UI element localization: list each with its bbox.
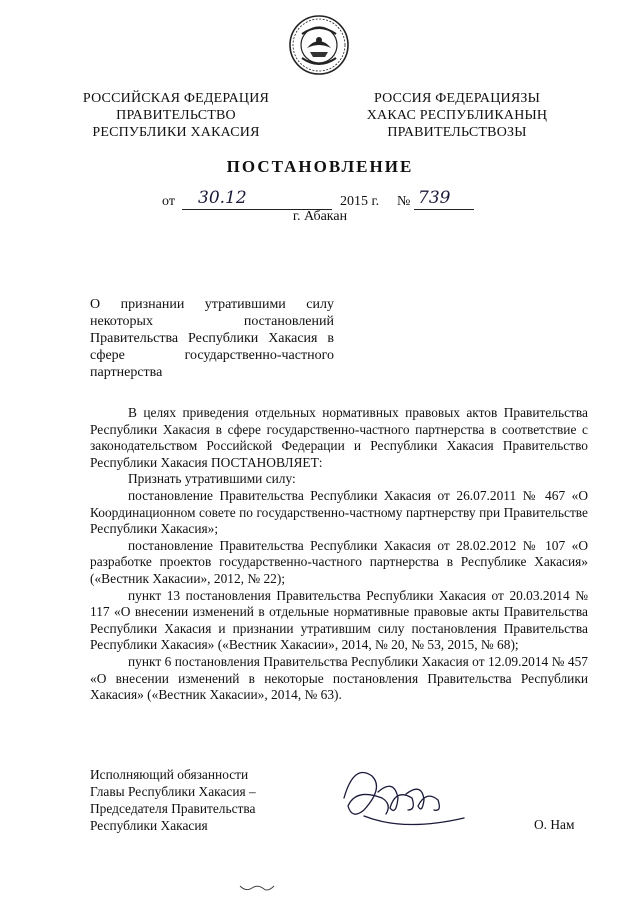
date-from-label: от xyxy=(162,194,175,209)
header-left xyxy=(76,90,276,141)
handwritten-date: 30.12 xyxy=(198,188,247,208)
header-left-line: РЕСПУБЛИКИ ХАКАСИЯ xyxy=(92,125,260,140)
subject-line: партнерства xyxy=(90,365,163,380)
header-right-line: РОССИЯ ФЕДЕРАЦИЯЗЫ xyxy=(373,91,541,106)
position-line: Главы Республики Хакасия – xyxy=(90,784,256,799)
body-paragraph: пункт 6 постановления Правительства Республики Хакасия от 12.09.2014 № 457 «О внесении изменений в некоторые постановления Правительства Республики Хакасия» («Вестник Хакасии», 2014, № 63). xyxy=(90,653,588,703)
position-line: Председателя Правительства xyxy=(90,801,256,816)
document-body xyxy=(90,405,588,704)
body-paragraph: Признать утратившими силу: xyxy=(128,471,296,487)
header-left-line: ПРАВИТЕЛЬСТВО xyxy=(116,108,236,123)
header-left-line: РОССИЙСКАЯ ФЕДЕРАЦИЯ xyxy=(82,91,270,106)
handwritten-number: 739 xyxy=(418,188,451,208)
subject-line: сфере государственно-частного xyxy=(90,348,334,363)
date-year: 2015 г. xyxy=(340,194,380,209)
position-line: Республики Хакасия xyxy=(90,818,208,833)
signer-name: О. Нам xyxy=(534,817,575,832)
body-paragraph: В целях приведения отдельных нормативных правовых актов Правительства Республики Хакасия в сфере государственно-частного партнерства в соответствие с законодательством Российской Федерации и Республики Хакасия Правительство Республики Хакасия ПОСТАНОВЛЯЕТ: xyxy=(90,405,588,470)
handwritten-signature-icon xyxy=(334,758,474,838)
position-line: Исполняющий обязанности xyxy=(90,767,249,782)
subject-line: О признании утратившими силу xyxy=(90,297,334,312)
header-right xyxy=(357,90,557,141)
number-label: № xyxy=(397,194,411,209)
body-paragraph: постановление Правительства Республики Хакасия от 26.07.2011 № 467 «О Координационном совете по государственно-частному партнерству при Правительстве Республики Хакасия»; xyxy=(90,487,588,537)
header-right-line: ХАКАС РЕСПУБЛИКАНЫҢ xyxy=(366,108,548,123)
body-paragraph: пункт 13 постановления Правительства Республики Хакасия от 20.03.2014 № 117 «О внесении изменений в отдельные нормативные правовые акты Правительства Республики Хакасия и признании утратившим силу постановления Правительства Республики Хакасия» («Вестник Хакасии», 2014, № 20, № 53, 2015, № 68); xyxy=(90,587,588,653)
document-subject xyxy=(90,296,334,364)
coat-of-arms-icon xyxy=(288,14,350,76)
document-type-title: ПОСТАНОВЛЕНИЕ xyxy=(226,157,414,176)
signatory-position xyxy=(90,766,290,834)
scribble-mark-icon xyxy=(238,880,278,894)
city: г. Абакан xyxy=(292,209,348,224)
body-paragraph: постановление Правительства Республики Хакасия от 28.02.2012 № 107 «О разработке проектов государственно-частного партнерства в Республике Хакасия» («Вестник Хакасии», 2012, № 22); xyxy=(90,537,588,586)
header-right-line: ПРАВИТЕЛЬСТВОЗЫ xyxy=(387,125,527,140)
subject-line: некоторых постановлений xyxy=(90,314,334,329)
subject-line: Правительства Республики Хакасия в xyxy=(90,331,334,346)
